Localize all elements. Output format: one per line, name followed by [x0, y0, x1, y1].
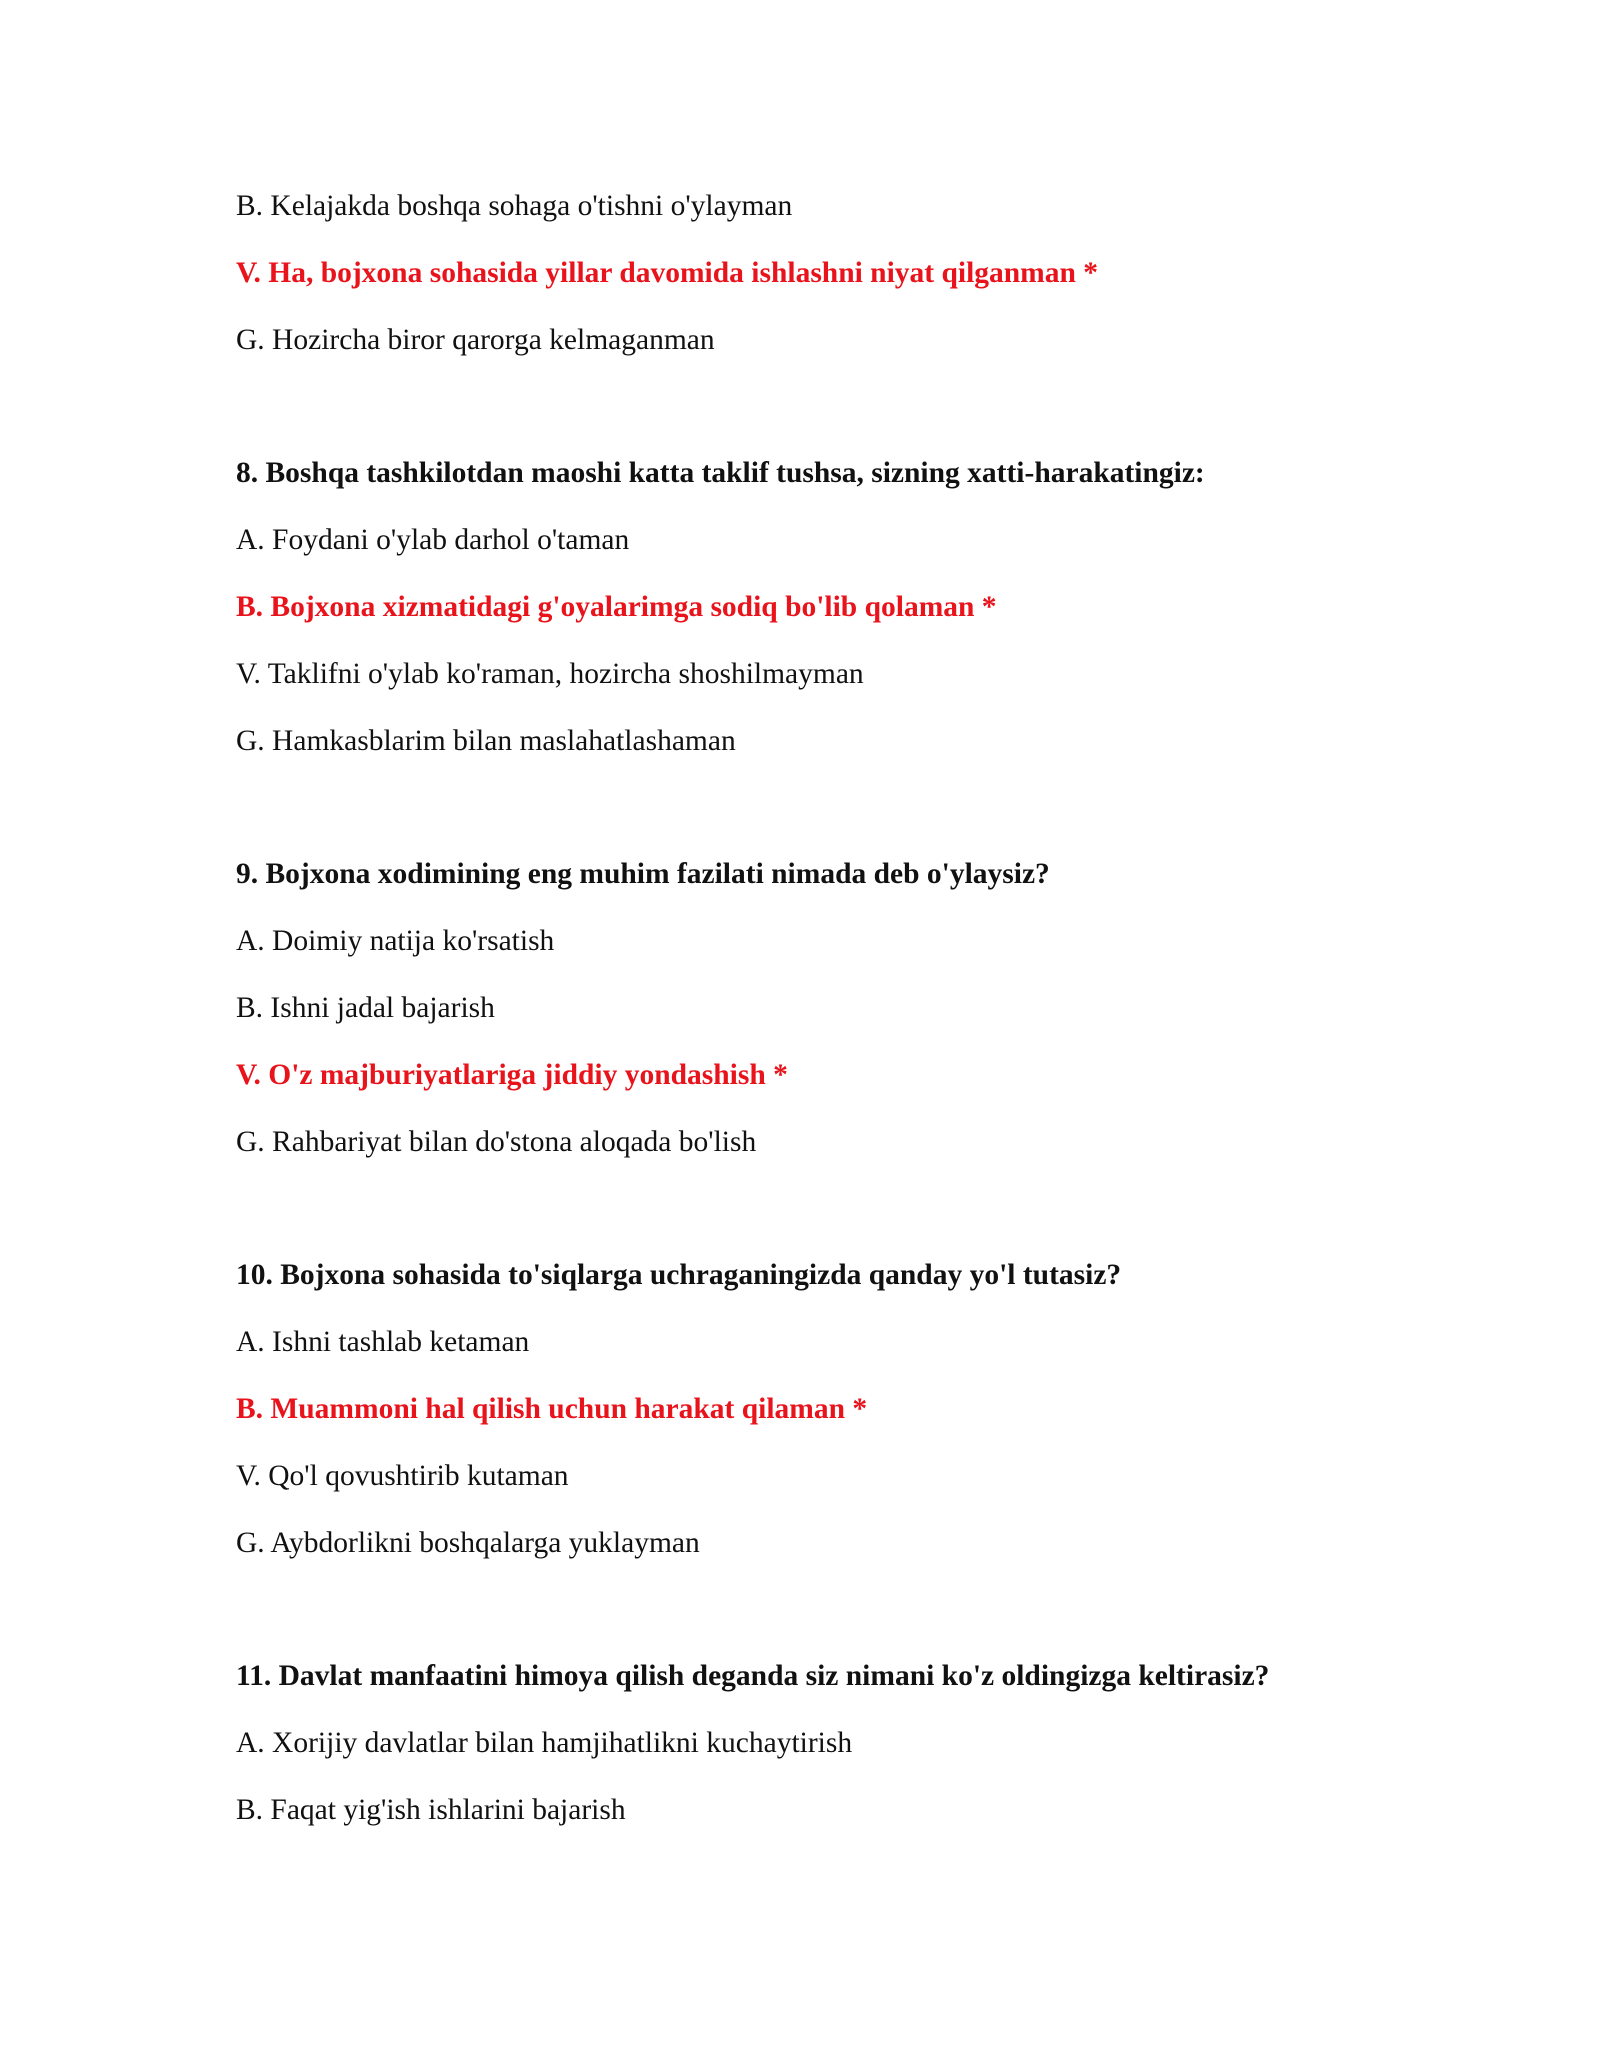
correct-answer-q10-b: B. Muammoni hal qilish uchun harakat qilaman * [236, 1393, 868, 1425]
answer-option-q9-b: B. Ishni jadal bajarish [236, 992, 495, 1024]
correct-answer-q9-v: V. O'z majburiyatlariga jiddiy yondashish * [236, 1059, 788, 1091]
answer-option-q10-g: G. Aybdorlikni boshqalarga yuklayman [236, 1527, 700, 1559]
question-11: 11. Davlat manfaatini himoya qilish deganda siz nimani ko'z oldingizga keltirasiz? [236, 1660, 1270, 1692]
answer-option-q10-a: A. Ishni tashlab ketaman [236, 1326, 530, 1358]
correct-answer-q7-v: V. Ha, bojxona sohasida yillar davomida ishlashni niyat qilganman * [236, 257, 1099, 289]
answer-option-q11-a: A. Xorijiy davlatlar bilan hamjihatlikni kuchaytirish [236, 1727, 853, 1759]
answer-option-q9-a: A. Doimiy natija ko'rsatish [236, 925, 555, 957]
answer-option-q8-v: V. Taklifni o'ylab ko'raman, hozircha shoshilmayman [236, 658, 864, 690]
answer-option-q7-b: B. Kelajakda boshqa sohaga o'tishni o'ylayman [236, 190, 793, 222]
question-8: 8. Boshqa tashkilotdan maoshi katta taklif tushsa, sizning xatti-harakatingiz: [236, 457, 1205, 489]
answer-option-q11-b: B. Faqat yig'ish ishlarini bajarish [236, 1794, 626, 1826]
question-9: 9. Bojxona xodimining eng muhim fazilati nimada deb o'ylaysiz? [236, 858, 1050, 890]
answer-option-q10-v: V. Qo'l qovushtirib kutaman [236, 1460, 569, 1492]
question-10: 10. Bojxona sohasida to'siqlarga uchraganingizda qanday yo'l tutasiz? [236, 1259, 1122, 1291]
answer-option-q8-g: G. Hamkasblarim bilan maslahatlashaman [236, 725, 736, 757]
answer-option-q9-g: G. Rahbariyat bilan do'stona aloqada bo'lish [236, 1126, 757, 1158]
correct-answer-q8-b: B. Bojxona xizmatidagi g'oyalarimga sodiq bo'lib qolaman * [236, 591, 997, 623]
answer-option-q8-a: A. Foydani o'ylab darhol o'taman [236, 524, 630, 556]
answer-option-q7-g: G. Hozircha biror qarorga kelmaganman [236, 324, 715, 356]
